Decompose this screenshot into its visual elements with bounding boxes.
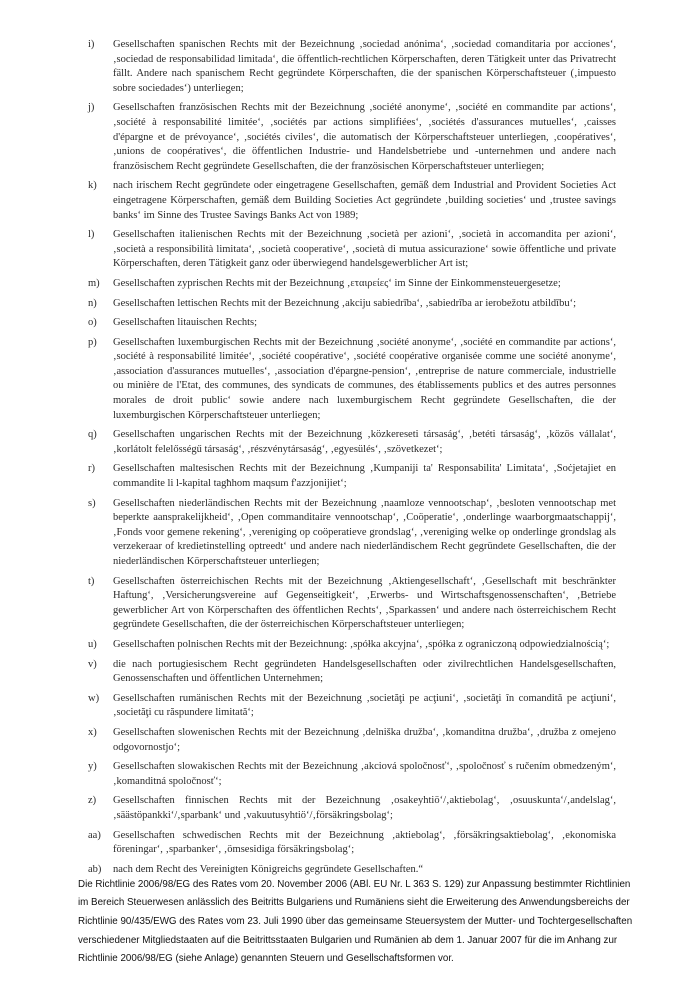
item-label: j) [88,102,95,114]
item-text: Gesellschaften italienischen Rechts mit der Bezeichnung ‚società per azioni‘, ‚società in accomandita per azioni‘, ‚società a responsibilità limitata‘, ‚società cooperative‘, ‚società di mutua assicurazione‘ sowie öffentliche und private Körperschaften, deren Tätigkeit ganz oder überwiegend handelsgewerblicher Art ist; [113,229,616,270]
list-item [88,575,616,633]
item-text: Gesellschaften französischen Rechts mit der Bezeichnung ‚société anonyme‘, ‚société en commandite par actions‘, ‚société à responsabilité limitée‘, ‚sociétés par actions simplifiées‘, ‚sociétés d'assurances mutuelles‘, ‚caisses d'épargne et de prévoyance‘, ‚sociétés civiles‘, die automatisch der Körperschaftsteuer unterliegen, ‚coopératives‘, ‚unions de coopératives‘, die öffentlichen Industrie- und Handelsbetriebe und -unternehmen und andere nach französischem Recht gegründete Gesellschaften, die der französischen Körperschaftsteuer unterliegen; [113,102,616,172]
list-item [88,760,616,789]
list-item [88,692,616,721]
item-text: Gesellschaften ungarischen Rechts mit der Bezeichnung ‚közkereseti társaság‘, ‚betéti társaság‘, ‚közös vállalat‘, ‚korlátolt felelősségű társaság‘, ‚részvénytársaság‘, ‚egyesülés‘, ‚szövetkezet‘; [113,429,616,455]
item-label: p) [88,336,97,348]
item-label: q) [88,429,97,441]
list-item [88,638,616,653]
item-text: Gesellschaften polnischen Rechts mit der Bezeichnung: ‚spółka akcyjna‘, ‚spółka z ograniczoną odpowiedzialnością‘; [113,638,610,650]
item-text: nach irischem Recht gegründete oder eingetragene Gesellschaften, gemäß dem Industrial and Provident Societies Act eingetragene Körperschaften, gemäß dem Building Societies Act gegründete ‚building societies‘ und ‚trustee savings banks‘ im Sinne des Trustee Savings Banks Act von 1989; [113,180,616,221]
item-label: l) [88,229,95,241]
list-item [88,297,616,312]
item-label: y) [88,761,97,773]
item-text: Gesellschaften zyprischen Rechts mit der Bezeichnung ‚εταιρείες‘ im Sinne der Einkommensteuergesetze; [113,277,561,289]
item-text: Gesellschaften spanischen Rechts mit der Bezeichnung ‚sociedad anónima‘, ‚sociedad comanditaria por acciones‘, ‚sociedad de responsabilidad limitada‘, die öffentlich-rechtlichen Körperschaften, deren Tätigkeit unter das Privatrecht fällt. Andere nach spanischem Recht gegründete Körperschaften, die der spanischen Körperschaftsteuer (‚impuesto sobre sociedades‘) unterliegen; [113,39,616,94]
item-label: w) [88,692,100,704]
item-text: Gesellschaften rumänischen Rechts mit der Bezeichnung ‚societăţi pe acţiuni‘, ‚societăţi în comandită pe acţiuni‘, ‚societăţi cu răspundere limitată‘; [113,692,616,719]
item-label: z) [88,795,97,807]
item-text: Gesellschaften österreichischen Rechts mit der Bezeichnung ‚Aktiengesellschaft‘, ‚Gesellschaft mit beschränkter Haftung‘, ‚Versicherungsvereine auf Gegenseitigkeit‘, ‚Erwerbs- und Wirtschaftsgenossenschaften‘, ‚Betriebe gewerblicher Art von Körperschaften des öffentlichen Rechts‘, ‚Sparkassen‘ und andere nach österreichischem Recht gegründete Gesellschaften, die der österreichischen Körperschaftsteuer unterliegen; [113,575,616,631]
scanned-annex-list [88,38,616,882]
list-item [88,428,616,457]
item-label: n) [88,297,97,309]
list-item [88,462,616,491]
item-text: Gesellschaften litauischen Rechts; [113,317,258,329]
item-label: m) [88,277,100,289]
item-label: x) [88,726,97,738]
item-text: Gesellschaften luxemburgischen Rechts mit der Bezeichnung ‚société anonyme‘, ‚société en commandite par actions‘, ‚société à responsabilité limitée‘, ‚société coopérative‘, ‚société coopérative organisée comme une société anonyme‘, ‚association d'assurances mutuelles‘, ‚association d'épargne-pension‘, ‚entreprise de nature commerciale, industrielle ou minière de l'Etat, des communes, des syndicats de communes, des établissements publics et des autres personnes morales de droit public‘ sowie andere nach luxemburgischem Recht gegründete Gesellschaften, die der luxemburgischen Körperschaftsteuer unterliegen; [113,336,616,421]
item-label: i) [88,39,95,50]
list-item [88,658,616,687]
list-item [88,726,616,755]
list-item [88,277,616,292]
list-item [88,497,616,570]
item-text: nach dem Recht des Vereinigten Königreichs gegründete Gesellschaften.“ [113,863,424,875]
item-label: k) [88,180,97,192]
item-label: o) [88,317,97,329]
item-label: ab) [88,863,102,875]
item-label: aa) [88,829,101,841]
item-label: t) [88,575,95,587]
item-text: Gesellschaften maltesischen Rechts mit der Bezeichnung ‚Kumpaniji ta' Responsabilita' Limitata‘, ‚Soċjetajiet en commandite li l-kapital tagħhom maqsum f'azzjonijiet‘; [113,463,616,490]
list-item [88,829,616,858]
item-text: Gesellschaften niederländischen Rechts mit der Bezeichnung ‚naamloze vennootschap‘, ‚besloten vennootschap met beperkte aansprakelijkheid‘, ‚Open commanditaire vennootschap‘, ‚Coöperatie‘, ‚onderlinge waarborgmaatschappij‘, ‚Fonds voor gemene rekening‘, ‚vereniging op coöperatieve grondslag‘, ‚vereniging welke op onderlinge grondslag als verzekeraar of kredietinstelling optreedt‘ und andere nach niederländischem Recht gegründete Gesellschaften, die der niederländischen Körperschaftsteuer unterliegen; [113,497,616,567]
list-item [88,38,616,96]
list-item [88,336,616,424]
list-item [88,101,616,174]
item-text: Gesellschaften slowenischen Rechts mit der Bezeichnung ‚delniška družba‘, ‚komanditna družba‘, ‚družba z omejeno odgovornostjo‘; [113,726,616,753]
list-item [88,316,616,331]
item-label: r) [88,463,95,475]
item-text: Gesellschaften finnischen Rechts mit der Bezeichnung ‚osakeyhtiö‘/‚aktiebolag‘, ‚osuuskunta‘/‚andelslag‘, ‚säästöpankki‘/‚sparbank‘ und ‚vakuutusyhtiö‘/‚försäkringsbolag‘; [113,795,616,821]
item-text: Gesellschaften lettischen Rechts mit der Bezeichnung ‚akciju sabiedrība‘, ‚sabiedrība ar ierobežotu atbildību‘; [113,297,576,309]
item-text: Gesellschaften schwedischen Rechts mit der Bezeichnung ‚aktiebolag‘, ‚försäkringsaktiebolag‘, ‚ekonomiska föreningar‘, ‚sparbanker‘, ‚ömsesidiga försäkringsbolag‘; [113,829,616,856]
list-item [88,179,616,223]
item-text: Gesellschaften slowakischen Rechts mit der Bezeichnung ‚akciová spoločnosť‘, ‚spoločnosť s ručením obmedzeným‘, ‚komanditná spoločnosť‘; [113,761,616,787]
item-label: s) [88,497,96,509]
item-label: v) [88,658,97,670]
list-item [88,794,616,823]
explanatory-note: Die Richtlinie 2006/98/EG des Rates vom 20. November 2006 (ABl. EU Nr. L 363 S. 129) zur Anpassung bestimmter Richtlinien im Bereich Steuerwesen anlässlich des Beitritts Bulgariens und Rumäniens sieht die Erweiterung des Anwendungsbereichs der Richtlinie 90/435/EWG des Rates vom 23. Juli 1990 über das gemeinsame Steuersystem der Mutter- und Tochtergesellschaften verschiedener Mitgliedstaaten auf die Beitrittsstaaten Bulgarien und Rumänien ab dem 1. Januar 2007 für die im Anhang zur Richtlinie 2006/98/EG (siehe Anlage) genannten Steuern und Gesellschaftsformen vor. [78,878,633,965]
item-label: u) [88,638,97,650]
list-item [88,228,616,272]
item-text: die nach portugiesischem Recht gegründeten Handelsgesellschaften oder zivilrechtlichen Handelsgesellschaften, Genossenschaften und öffentlichen Unternehmen; [113,658,616,685]
